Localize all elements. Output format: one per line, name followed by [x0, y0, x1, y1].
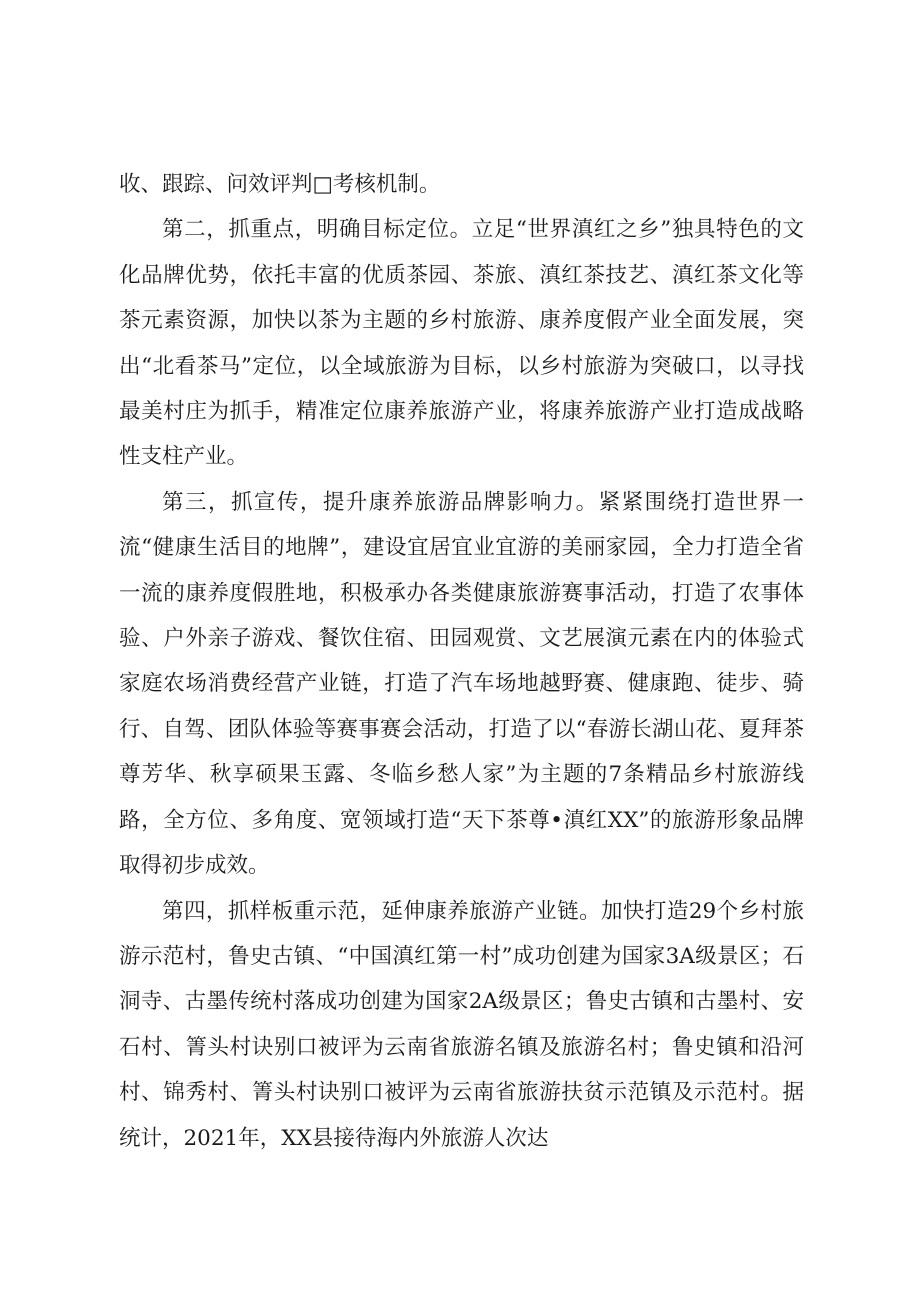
- paragraph-continuation: 收、跟踪、问效评判□考核机制。: [119, 172, 441, 197]
- paragraph-second-point: 第二，抓重点，明确目标定位。立足“世界滇红之乡”独具特色的文化品牌优势，依托丰富的优质茶园、茶旅、滇红茶技艺、滇红茶文化等茶元素资源，加快以茶为主题的乡村旅游、康养度假产业全面发展，突出“北看茶马”定位，以全域旅游为目标，以乡村旅游为突破口，以寻找最美村庄为抓手，精准定位康养旅游产业，将康养旅游产业打造成战略性支柱产业。: [119, 217, 804, 470]
- body-text: [119, 162, 804, 1161]
- paragraph-fourth-point: 第四，抓样板重示范，延伸康养旅游产业链。加快打造29个乡村旅游示范村，鲁史古镇、“中国滇红第一村”成功创建为国家3A级景区；石洞寺、古墨传统村落成功创建为国家2A级景区；鲁史古镇和古墨村、安石村、箐头村诀别口被评为云南省旅游名镇及旅游名村；鲁史镇和沿河村、锦秀村、箐头村诀别口被评为云南省旅游扶贫示范镇及示范村。据统计，2021年，XX县接待海内外旅游人次达: [119, 898, 804, 1151]
- paragraph-third-point: 第三，抓宣传，提升康养旅游品牌影响力。紧紧围绕打造世界一流“健康生活目的地牌”，建设宜居宜业宜游的美丽家园，全力打造全省一流的康养度假胜地，积极承办各类健康旅游赛事活动，打造了农事体验、户外亲子游戏、餐饮住宿、田园观赏、文艺展演元素在内的体验式家庭农场消费经营产业链，打造了汽车场地越野赛、健康跑、徒步、骑行、自驾、团队体验等赛事赛会活动，打造了以“春游长湖山花、夏拜茶尊芳华、秋享硕果玉露、冬临乡愁人家”为主题的7条精品乡村旅游线路，全方位、多角度、宽领域打造“天下茶尊•滇红XX”的旅游形象品牌取得初步成效。: [119, 489, 804, 879]
